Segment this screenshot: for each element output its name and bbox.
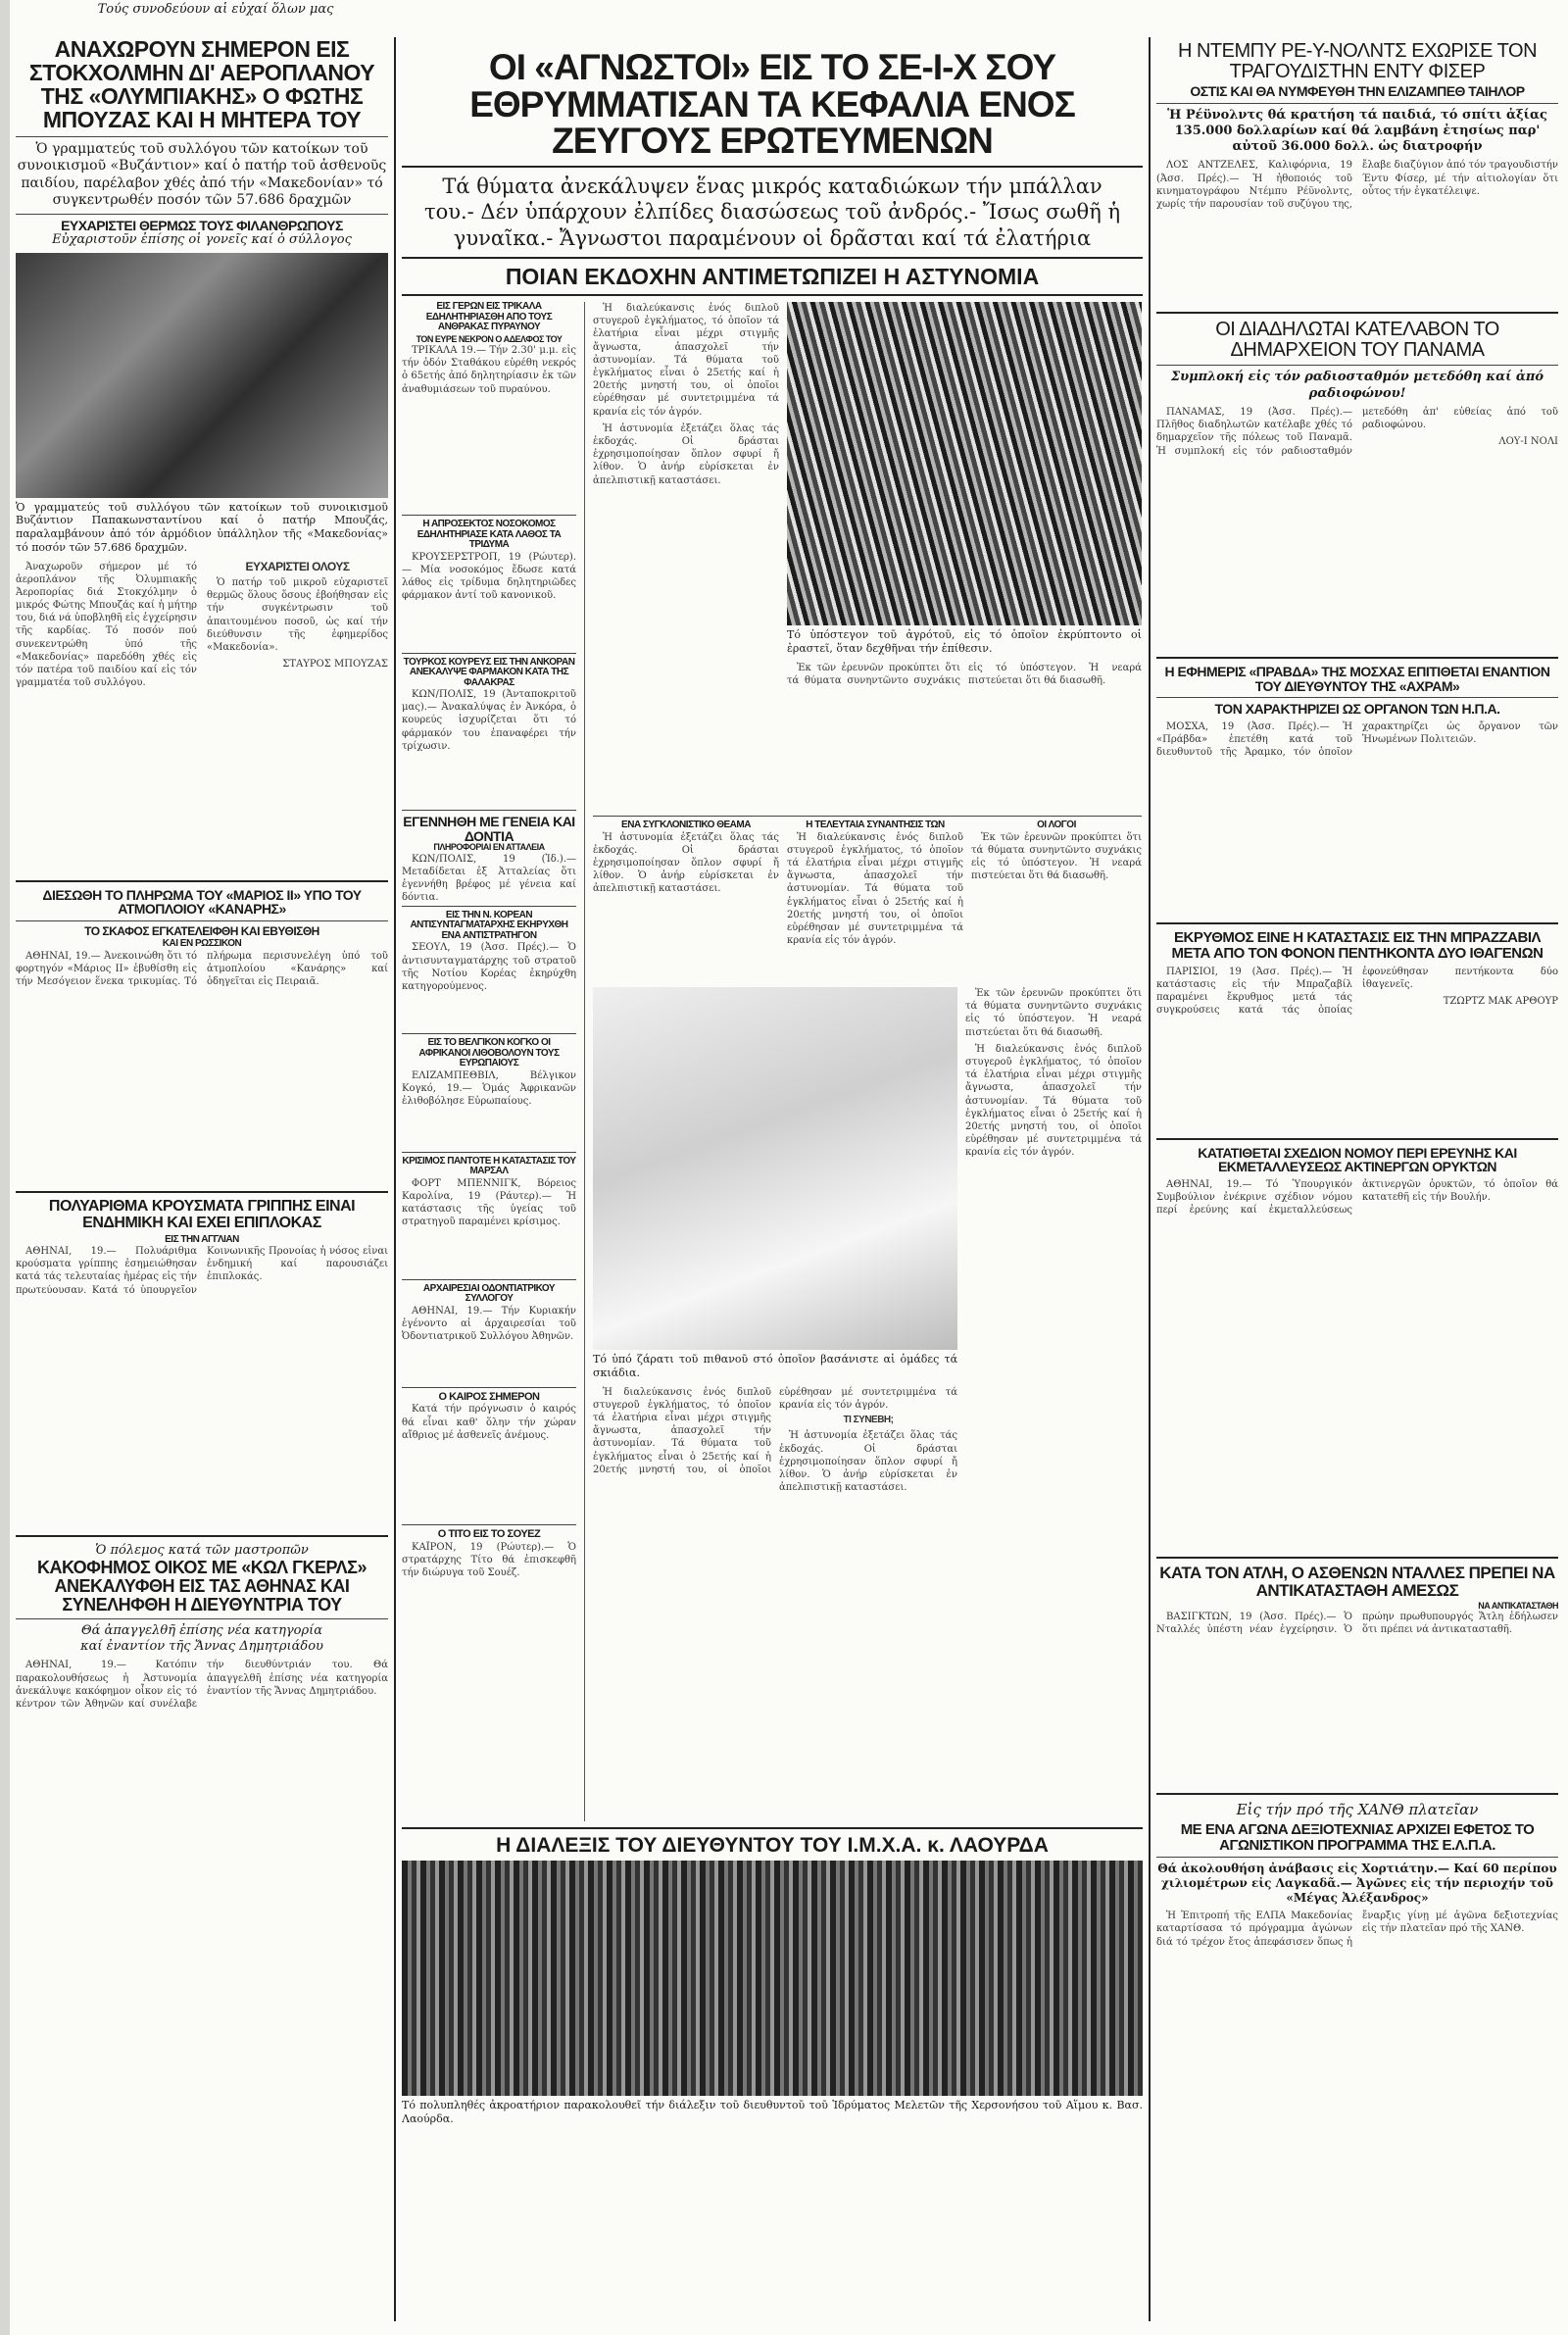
center-subcol-a <box>402 302 576 1821</box>
nurse-headline: Η ΑΠΡΟΣΕΚΤΟΣ ΝΟΣΟΚΟΜΟΣ ΕΔΗΛΗΤΗΡΙΑΣΕ ΚΑΤΑ ΛΑΘΟΣ ΤΑ ΤΡΙΔΥΜΑ <box>416 519 562 551</box>
scene-block <box>593 820 779 987</box>
main-body-text: Ἡ διαλεύκανσις ἑνός διπλοῦ στυγεροῦ ἐγκλήματος, τό ὁποῖον τά ἐλατήρια εἶναι μέχρι στιγμῆς ἄγνωστα, ἀπασχολεῖ τήν ἀστυνομίαν. Τά θύματα τοῦ ἐγκλήματος εἶναι ὁ 25ετής καί ἡ 20ετής μνηστή του, οἱ ὁποῖοι εὑρέθησαν μέ συντετριμμένα τά κρανία εἰς τόν ἀγρόν. <box>593 303 779 418</box>
center-mid <box>593 820 1142 987</box>
meeting-block <box>787 820 963 987</box>
born-sub: ΠΛΗΡΟΦΟΡΙΑΙ ΕΝ ΑΤΤΑΛΕΙΑ <box>433 842 545 853</box>
face-photo-block <box>593 987 957 1811</box>
scene-text: Ἡ ἀστυνομία ἐξετάζει ὅλας τάς ἐκδοχάς. Οἱ δράσται ἐχρησιμοποίησαν ὅπλον σφυρί ἤ λίθον. Ὁ ἀνήρ εὑρίσκεται ἐν ἀπελπιστικῇ καταστάσει. <box>593 831 779 895</box>
meeting-body <box>787 831 963 978</box>
weather-text: Κατά τήν πρόγνωσιν ὁ καιρός θά εἶναι καθ' ὅλην τήν χώραν αἴθριος μέ ἀσθενεῖς ἀνέμους. <box>402 1404 576 1441</box>
column-rule <box>584 302 585 1821</box>
xanth-dek: Εἰς τήν πρό τῆς ΧΑΝΘ πλατεῖαν <box>1236 1801 1479 1818</box>
brazzaville-headline: ΕΚΡΥΘΜΟΣ ΕΙΝΕ Η ΚΑΤΑΣΤΑΣΙΣ ΕΙΣ ΤΗΝ ΜΠΡΑΖΖΑΒΙΛ ΜΕΤΑ ΑΠΟ ΤΟΝ ΦΟΝΟΝ ΠΕΝΤΗΚΟΝΤΑ ΔΥΟ ΙΘΑΓΕΝΩΝ <box>1171 929 1544 962</box>
center-grid <box>402 302 1143 1821</box>
marda-text: ΦΟΡΤ ΜΠΕΝΝΙΓΚ, Βόρειος Καρολίνα, 19 (Ράυτερ).— Ἡ κατάστασις τῆς ὑγείας τοῦ στρατηγοῦ παραμένει κρίσιμος. <box>402 1177 576 1228</box>
born-headline: ΕΓΕΝΝΗΘΗ ΜΕ ΓΕΝΕΙΑ ΚΑΙ ΔΟΝΤΙΑ <box>403 814 575 844</box>
minerals-headline: ΚΑΤΑΤΙΘΕΤΑΙ ΣΧΕΔΙΟΝ ΝΟΜΟΥ ΠΕΡΙ ΕΡΕΥΝΗΣ ΚΑΙ ΕΚΜΕΤΑΛΛΕΥΣΕΩΣ ΑΚΤΙΝΕΡΓΩΝ ΟΡΥΚΤΩΝ <box>1198 1144 1517 1175</box>
flu-headline: ΠΟΛΥΑΡΙΘΜΑ ΚΡΟΥΣΜΑΤΑ ΓΡΙΠΠΗΣ ΕΙΝΑΙ ΕΝΔΗΜΙΚΗ ΚΑΙ ΕΧΕΙ ΕΠΙΠΛΟΚΑΣ <box>48 1197 356 1231</box>
turk-text: ΚΩΝ/ΠΟΛΙΣ, 19 (Ἀνταποκριτοῦ μας).— Ἀνακαλύψας ἐν Ἀνκόρα, ὁ κουρεύς ἰσχυρίζεται ὅτι τό φάρμακόν του ἐπαναφέρει τήν τρίχωσιν. <box>402 689 576 752</box>
brothel-dek-1: Θά ἀπαγγελθῆ ἐπίσης νέα κατηγορία <box>80 1622 323 1638</box>
victim-photo <box>593 987 957 1350</box>
main-body-text-2: Ἡ ἀστυνομία ἐξετάζει ὅλας τάς ἐκδοχάς. Οἱ δράσται ἐχρησιμοποίησαν ὅπλον σφυρί ἤ λίθον. Ὁ ἀνήρ εὑρίσκεται ἐν ἀπελπιστικῇ καταστάσει. <box>593 422 779 486</box>
nurse-text: ΚΡΟΥΣΕΡΣΤΡΟΠ, 19 (Ρώυτερ).— Μία νοσοκόμος ἔδωσε κατά λάθος εἰς τρίδυμα δηλητηριῶδες φάρμακον ἀντί τοῦ κανονικοῦ. <box>402 551 576 602</box>
russian-sub: ΚΑΙ ΕΝ ΡΩΣΣΙΚΟΝ <box>162 938 242 950</box>
attlee-body-text: ΒΑΣΙΓΚΤΩΝ, 19 (Ἀσσ. Πρές).— Ὁ Νταλλές ὑπέστη νέαν ἐγχείρησιν. Ὁ πρώην πρωθυπουργός Ἄτλη ἐδήλωσεν ὅτι πρέπει νά ἀντικατασταθῆ. <box>1156 1612 1558 1636</box>
tito-headline: Ο ΤΙΤΟ ΕΙΣ ΤΟ ΣΟΥΕΖ <box>437 1528 541 1541</box>
panama-body-text: ΠΑΝΑΜΑΣ, 19 (Ἀσσ. Πρές).— Πλῆθος διαδηλωτῶν κατέλαβε χθές τό δημαρχεῖον τῆς πόλεως τοῦ Παναμᾶ. Ἡ συμπλοκή εἰς τόν ραδιοσταθμόν μετεδόθη ἀπ' εὐθείας ἀπό τοῦ ραδιοφώνου. <box>1156 406 1558 457</box>
left-signature: ΣΤΑΥΡΟΣ ΜΠΟΥΖΑΣ <box>282 659 388 671</box>
lower-right-text-2: Ἡ διαλεύκανσις ἑνός διπλοῦ στυγεροῦ ἐγκλήματος, τό ὁποῖον τά ἐλατήρια εἶναι μέχρι στιγμῆς ἄγνωστα, ἀπασχολεῖ τήν ἀστυνομίαν. Τά θύματα τοῦ ἐγκλήματος εἶναι ὁ 25ετής καί ἡ 20ετής μνηστή του, οἱ ὁποῖοι εὑρέθησαν μέ συντετριμμένα τά κρανία εἰς τόν ἀγρόν. <box>965 1043 1142 1159</box>
pravda-body-text: ΜΟΣΧΑ, 19 (Ἀσσ. Πρές).— Ἡ «Πράβδα» ἐπετέθη κατά τοῦ διευθυντοῦ τῆς Ἀραμκο, τόν ὁποῖον χαρακτηρίζει ὡς ὄργανον τῶν Ἡνωμένων Πολιτειῶν. <box>1156 721 1558 759</box>
arrest-headline: ΤΙ ΣΥΝΕΒΗ; <box>843 1414 894 1425</box>
brothel-dek-2: καί ἐναντίον τῆς Ἄννας Δημητριάδου <box>80 1639 323 1655</box>
left-body-text: Ἀναχωροῦν σήμερον μέ τό ἀεροπλάνον τῆς Ὀλυμπιακῆς Ἀεροπορίας διά Στοκχόλμην ὁ μικρός Φώτης Μπουζάς καί ἡ μήτηρ του, διά νά ὑποβληθῆ εἰς ἐγχείρησιν τῆς καρδίας. Τό ποσόν πού συνεκεντρώθη ὑπό τῆς «Μακεδονίας» παρεδόθη χθές εἰς τόν πατέρα τοῦ παιδίου καί εἰς τόν γραμματέα τοῦ συλλόγου. <box>16 561 197 689</box>
center-upper <box>593 302 1142 812</box>
center-dek: Τά θύματα ἀνεκάλυψεν ἕνας μικρός καταδιώκων τήν μπάλλαν του.- Δέν ὑπάρχουν ἐλπίδες διασώσεως τοῦ ἀνδρός.- Ἴσως σωθῆ ἡ γυναῖκα.- Ἄγνωστοι παραμένουν οἱ δρᾶσται καί τά ἐλατήρια <box>423 174 1121 250</box>
left-headline: ΑΝΑΧΩΡΟΥΝ ΣΗΜΕΡΟΝ ΕΙΣ ΣΤΟΚΧΟΛΜΗΝ ΔΙ' ΑΕΡΟΠΛΑΝΟΥ ΤΗΣ «ΟΛΥΜΠΙΑΚΗΣ» Ο ΦΩΤΗΣ ΜΠΟΥΖΑΣ ΚΑΙ Η ΜΗΤΕΡΑ ΤΟΥ <box>28 37 375 133</box>
motives-text: Ἐκ τῶν ἐρευνῶν προκύπτει ὅτι τά θύματα συνηντῶντο συχνάκις εἰς τό ὑπόστεγον. Ἡ νεαρά πιστεύεται ὅτι θά διασωθῆ. <box>971 831 1142 882</box>
flu-body-text: ΑΘΗΝΑΙ, 19.— Πολυάριθμα κρούσματα γρίππης ἐσημειώθησαν κατά τάς τελευταίας ἡμέρας εἰς τήν πρωτεύουσαν. Κατά τό ὑπουργεῖον Κοινωνικῆς Προνοίας ἡ νόσος εἶναι ἐνδημική καί παρουσιάζει ἐπιπλοκάς. <box>16 1246 388 1296</box>
dentists-body <box>402 1305 576 1383</box>
brothel-body <box>16 1659 388 1874</box>
center-subcols-bcd <box>593 302 1142 1821</box>
marda-headline: ΚΡΙΣΙΜΟΣ ΠΑΝΤΟΤΕ Η ΚΑΤΑΣΤΑΣΙΣ ΤΟΥ ΜΑΡΣΑΛ <box>402 1155 576 1177</box>
marios-sub: ΤΟ ΣΚΑΦΟΣ ΕΓΚΑΤΕΛΕΙΦΘΗ ΚΑΙ ΕΒΥΘΙΣΘΗ <box>84 923 319 938</box>
attlee-headline: ΚΑΤΑ ΤΟΝ ΑΤΛΗ, Ο ΑΣΘΕΝΩΝ ΝΤΑΛΛΕΣ ΠΡΕΠΕΙ ΝΑ ΑΝΤΙΚΑΤΑΣΤΑΘΗ ΑΜΕΣΩΣ <box>1159 1563 1555 1600</box>
meeting-headline: Η ΤΕΛΕΥΤΑΙΑ ΣΥΝΑΝΤΗΣΙΣ ΤΩΝ <box>806 820 945 831</box>
left-sub-dek: Εὐχαριστοῦν ἐπίσης οἱ γονεῖς καί ὁ σύλλογος <box>52 232 352 248</box>
donation-photo-caption: Ὁ γραμματεύς τοῦ συλλόγου τῶν κατοίκων τοῦ συνοικισμοῦ Βυζάντιον Παπακωνσταντίνου καί ὁ πατήρ Μπουζάς, παραλαμβάνουν ἀπό τόν ἀρμόδιον ὑπάλληλον τῆς «Μακεδονίας» τό ποσόν τῶν 57.686 δραχμῶν. <box>16 500 388 554</box>
born-body <box>402 853 576 902</box>
donation-photo <box>16 253 388 498</box>
main-body <box>593 302 779 812</box>
motives-block <box>971 820 1142 987</box>
attlee-sub: ΝΑ ΑΝΤΙΚΑΤΑΣΤΑΘΗ <box>1478 1600 1558 1611</box>
motives-headline: ΟΙ ΛΟΓΟΙ <box>1037 820 1076 831</box>
lower-body <box>593 1386 957 1808</box>
elpa-dek: Θά ἀκολουθήση ἀνάβασις εἰς Χορτιάτην.— Καί 60 περίπου χιλιομέτρων εἰς Λαγκαδᾶ.— Ἀγῶνες εἰς τήν περιοχήν τοῦ «Μέγας Ἀλέξανδρος» <box>1157 1862 1557 1906</box>
lecture-photo-caption: Τό πολυπληθές ἀκροατήριον παρακολουθεῖ τήν διάλεξιν τοῦ διευθυντοῦ τοῦ Ἱδρύματος Μελετῶν τῆς Χερσονήσου τοῦ Αἵμου κ. Βασ. Λαούρδα. <box>402 2099 1143 2125</box>
orchard-photo-caption: Τό ὑπόστεγον τοῦ ἀγρότοῦ, εἰς τό ὁποῖον ἐκρύπτοντο οἱ ἐραστεῖ, ὅταν δεχθῆναι τήν ἐπίθεσιν. <box>787 628 1142 655</box>
scene-headline: ΕΝΑ ΣΥΓΚΛΟΝΙΣΤΙΚΟ ΘΕΑΜΑ <box>621 820 751 831</box>
panama-dek: Συμπλοκή εἰς τόν ραδιοσταθμόν μετεδόθη καί ἀπό ραδιοφώνου! <box>1170 370 1544 401</box>
trikala-text: ΤΡΙΚΑΛΑ 19.— Τήν 2.30' μ.μ. εἰς τήν ὁδόν Σταθάκου εὑρέθη νεκρός ὁ 65ετής ἀπό δηλητηρίασιν ἐκ τῶν ἀναθυμιάσεων τοῦ πυραύνου. <box>402 345 576 395</box>
nurse-body <box>402 551 576 649</box>
right-column <box>1156 41 1558 2325</box>
lower-right-text: Ἐκ τῶν ἐρευνῶν προκύπτει ὅτι τά θύματα συνηντῶντο συχνάκις εἰς τό ὑπόστεγον. Ἡ νεαρά πιστεύεται ὅτι θά διασωθῆ. <box>965 988 1142 1038</box>
congo-body <box>402 1069 576 1148</box>
police-headline: ΠΟΙΑΝ ΕΚΔΟΧΗΝ ΑΝΤΙΜΕΤΩΠΙΖΕΙ Η ΑΣΤΥΝΟΜΙΑ <box>505 263 1040 289</box>
korea-text: ΣΕΟΥΛ, 19 (Ἀσσ. Πρές).— Ὁ ἀντισυνταγματάρχης τοῦ στρατοῦ τῆς Νοτίου Κορέας ἐκηρύχθη κατηγορούμενος. <box>402 942 576 992</box>
reynolds-headline: Η ΝΤΕΜΠΥ ΡΕ-Υ-ΝΟΛΝΤΣ ΕΧΩΡΙΣΕ ΤΟΝ ΤΡΑΓΟΥΔΙΣΤΗΝ ΕΝΤΥ ΦΙΣΕΡ <box>1177 41 1538 82</box>
column-rule <box>1149 37 1151 2321</box>
center-lower <box>593 987 1142 1811</box>
congo-text: ΕΛΙΖΑΜΠΕΘΒΙΛ, Βέλγικον Κογκό, 19.— Ὁμάς Ἀφρικανῶν ἐλιθοβόλησε Εὐρωπαίους. <box>402 1069 576 1108</box>
orchard-body-text: Ἐκ τῶν ἐρευνῶν προκύπτει ὅτι τά θύματα συνηντῶντο συχνάκις εἰς τό ὑπόστεγον. Ἡ νεαρά πιστεύεται ὅτι θά διασωθῆ. <box>787 662 1142 686</box>
left-sub2: ΕΥΧΑΡΙΣΤΕΙ ΟΛΟΥΣ <box>245 560 350 573</box>
reynolds-dek: Ἡ Ρέϋνολντς θά κρατήση τά παιδιά, τό σπίτι ἀξίας 135.000 δολλαρίων καί θά λαμβάνη ἐτησίως παρ' αὐτοῦ 36.000 δολλ. ὡς διατροφήν <box>1167 107 1547 155</box>
flu-body <box>16 1245 388 1529</box>
elpa-headline: ΜΕ ΕΝΑ ΑΓΩΝΑ ΔΕΞΙΟΤΕΧΝΙΑΣ ΑΡΧΙΖΕΙ ΕΦΕΤΟΣ ΤΟ ΑΓΩΝΙΣΤΙΚΟΝ ΠΡΟΓΡΑΜΜΑ ΤΗΣ Ε.Λ.Π.Α. <box>1180 1820 1535 1854</box>
england-sub: ΕΙΣ ΤΗΝ ΑΓΓΛΙΑΝ <box>165 1233 239 1245</box>
panama-headline: ΟΙ ΔΙΑΔΗΛΩΤΑΙ ΚΑΤΕΛΑΒΟΝ ΤΟ ΔΗΜΑΡΧΕΙΟΝ ΤΟΥ ΠΑΝΑΜΑ <box>1215 319 1499 362</box>
weather-body <box>402 1403 576 1520</box>
left-column <box>16 37 388 2321</box>
brothel-body-text: ΑΘΗΝΑΙ, 19.— Κατόπιν παρακολουθήσεως ἡ Ἀστυνομία ἀνεκάλυψε κακόφημον οἶκον εἰς τό κέντρον τῶν Ἀθηνῶν καί συνέλαβε τήν διευθύντριάν του. Θά ἀπαγγελθῆ ἐπίσης νέα κατηγορία ἐναντίον τῆς Ἄννας Δημητριάδου. <box>16 1660 388 1711</box>
minerals-body <box>1156 1178 1558 1551</box>
left-dek: Ὁ γραμματεύς τοῦ συλλόγου τῶν κατοίκων τοῦ συνοικισμοῦ «Βυζάντιον» καί ὁ πατήρ τοῦ ἀσθενοῦς παιδίου, παρέλαβον χθές ἀπό τήν «Μακεδονίαν» τό συγκεντρωθέν ποσόν τῶν 57.686 δραχμῶν <box>17 140 387 209</box>
orchard-body <box>787 662 1142 789</box>
marda-body <box>402 1177 576 1275</box>
korea-body <box>402 941 576 1029</box>
tito-body <box>402 1541 576 1629</box>
reynolds-body <box>1156 159 1558 306</box>
war-dek: Ὁ πόλεμος κατά τῶν μαστροπῶν <box>95 1543 309 1559</box>
turk-body <box>402 688 576 806</box>
column-rule <box>394 37 396 2321</box>
trikala-headline: ΕΙΣ ΓΕΡΩΝ ΕΙΣ ΤΡΙΚΑΛΑ ΕΔΗΛΗΤΗΡΙΑΣΘΗ ΑΠΟ ΤΟΥΣ ΑΝΘΡΑΚΑΣ ΠΥΡΑΥΝΟΥ <box>425 302 553 333</box>
dentists-headline: ΑΡΧΑΙΡΕΣΙΑΙ ΟΔΟΝΤΙΑΤΡΙΚΟΥ ΣΥΛΛΟΓΟΥ <box>422 1282 556 1305</box>
left-body <box>16 561 388 874</box>
minerals-body-text: ΑΘΗΝΑΙ, 19.— Τό Ὑπουργικόν Συμβούλιον ἐνέκρινε σχέδιον νόμου περί ἐρεύνης καί ἐκμεταλλεύσεως ἀκτινεργῶν ὀρυκτῶν, τό ὁποῖον θά κατατεθῆ εἰς τήν Βουλήν. <box>1156 1178 1558 1217</box>
left-body-text-2: Ὁ πατήρ τοῦ μικροῦ εὐχαριστεῖ θερμῶς ὅλους ὅσους ἐβοήθησαν εἰς τήν συγκέντρωσιν τοῦ ἀπαιτουμένου ποσοῦ, ὡς καί τήν διεύθυνσιν τῆς ἐφημερίδος «Μακεδονία». <box>207 577 388 654</box>
tito-text: ΚΑΪΡΟΝ, 19 (Ρώυτερ).— Ὁ στρατάρχης Τίτο θά ἐπισκεφθῆ τήν διώρυγα τοῦ Σουέζ. <box>402 1541 576 1579</box>
reynolds-sub: ΟΣΤΙΣ ΚΑΙ ΘΑ ΝΥΜΦΕΥΘΗ ΤΗΝ ΕΛΙΖΑΜΠΕΘ ΤΑΙΗΛΟΡ <box>1190 83 1525 99</box>
center-column <box>402 49 1143 2333</box>
panama-body <box>1156 406 1558 651</box>
attlee-body <box>1156 1611 1558 1787</box>
top-caption: Τούς συνοδεύουν αἱ εὐχαί ὅλων μας <box>97 2 334 17</box>
marios-body <box>16 950 388 1185</box>
born-text: ΚΩΝ/ΠΟΛΙΣ, 19 (Ἰδ.).— Μεταδίδεται ἐξ Ἀτταλείας ὅτι ἐγεννήθη βρέφος μέ γένεια καί δόντια. <box>402 853 576 902</box>
left-sub: ΕΥΧΑΡΙΣΤΕΙ ΘΕΡΜΩΣ ΤΟΥΣ ΦΙΛΑΝΘΡΩΠΟΥΣ <box>61 217 343 233</box>
dentists-text: ΑΘΗΝΑΙ, 19.— Τήν Κυριακήν ἐγένοντο αἱ ἀρχαιρεσίαι τοῦ Ὀδοντιατρικοῦ Συλλόγου Ἀθηνῶν. <box>402 1305 576 1343</box>
trikala-body <box>402 344 576 511</box>
lecture-headline: Η ΔΙΑΛΕΞΙΣ ΤΟΥ ΔΙΕΥΘΥΝΤΟΥ ΤΟΥ Ι.Μ.Χ.Α. κ. ΛΑΟΥΡΔΑ <box>496 1834 1049 1858</box>
turk-headline: ΤΟΥΡΚΟΣ ΚΟΥΡΕΥΣ ΕΙΣ ΤΗΝ ΑΝΚΟΡΑΝ ΑΝΕΚΑΛΥΨΕ ΦΑΡΜΑΚΟΝ ΚΑΤΑ ΤΗΣ ΦΑΛΑΚΡΑΣ <box>403 656 575 688</box>
korea-headline: ΕΙΣ ΤΗΝ Ν. ΚΟΡΕΑΝ ΑΝΤΙΣΥΝΤΑΓΜΑΤΑΡΧΗΣ ΕΚΗΡΥΧΘΗ ΕΝΑ ΑΝΤΙΣΤΡΑΤΗΓΟΝ <box>410 909 568 941</box>
marios-headline: ΔΙΕΣΩΘΗ ΤΟ ΠΛΗΡΩΜΑ ΤΟΥ «ΜΑΡΙΟΣ ΙΙ» ΥΠΟ ΤΟΥ ΑΤΜΟΠΛΟΙΟΥ «ΚΑΝΑΡΗΣ» <box>42 886 362 918</box>
victim-photo-caption: Τό ὑπό ζάρατι τοῦ πιθανοῦ στό ὁποῖον βασάνιστε αἱ ὀμάδες τά σκιάδια. <box>593 1353 957 1379</box>
pravda-headline: Η ΕΦΗΜΕΡΙΣ «ΠΡΑΒΔΑ» ΤΗΣ ΜΟΣΧΑΣ ΕΠΙΤΙΘΕΤΑΙ ΕΝΑΝΤΙΟΝ ΤΟΥ ΔΙΕΥΘΥΝΤΟΥ ΤΗΣ «ΑΧΡΑΜ» <box>1164 663 1550 694</box>
lecture-photo <box>402 1861 1143 2096</box>
reynolds-body-text: ΛΟΣ ΑΝΤΖΕΛΕΣ, Καλιφόρνια, 19 (Ἀσσ. Πρές).— Ἡ ἠθοποιός τοῦ κινηματογράφου Ντέμπυ Ρέϋνολντς, χωρίς τήν παρουσίαν τοῦ συζύγου της, ἔλαβε διαζύγιον ἀπό τόν τραγουδιστήν Έντυ Φίσερ, μέ τήν αἰτιολογίαν ὅτι οὗτος τήν ἐγκατέλειψε. <box>1156 160 1558 210</box>
tree-photo-block <box>787 302 1142 812</box>
meeting-text: Ἡ διαλεύκανσις ἑνός διπλοῦ στυγεροῦ ἐγκλήματος, τό ὁποῖον τά ἐλατήρια εἶναι μέχρι στιγμῆς ἄγνωστα, ἀπασχολεῖ τήν ἀστυνομίαν. Τά θύματα τοῦ ἐγκλήματος εἶναι ὁ 25ετής καί ἡ 20ετής μνηστή του, οἱ ὁποῖοι εὑρέθησαν μέ συντετριμμένα τά κρανία εἰς τόν ἀγρόν. <box>787 831 963 947</box>
elpa-body <box>1156 1910 1558 2174</box>
congo-headline: ΕΙΣ ΤΟ ΒΕΛΓΙΚΟΝ ΚΟΓΚΟ ΟΙ ΑΦΡΙΚΑΝΟΙ ΛΙΘΟΒΟΛΟΥΝ ΤΟΥΣ ΕΥΡΩΠΑΙΟΥΣ <box>418 1037 560 1069</box>
center-headline: ΟΙ «ΑΓΝΩΣΤΟΙ» ΕΙΣ ΤΟ ΣΕ-Ι-Χ ΣΟΥ ΕΘΡΥΜΜΑΤΙΣΑΝ ΤΑ ΚΕΦΑΛΙΑ ΕΝΟΣ ΖΕΥΓΟΥΣ ΕΡΩΤΕΥΜΕΝΩΝ <box>469 49 1075 162</box>
pravda-body <box>1156 720 1558 917</box>
brothel-headline: ΚΑΚΟΦΗΜΟΣ ΟΙΚΟΣ ΜΕ «ΚΩΛ ΓΚΕΡΛΣ» ΑΝΕΚΑΛΥΦΘΗ ΕΙΣ ΤΑΣ ΑΘΗΝΑΣ ΚΑΙ ΣΥΝΕΛΗΦΘΗ Η ΔΙΕΥΘΥΝΤΡΙΑ ΤΟΥ <box>37 1558 367 1615</box>
panama-signature: ΛΟΥ-Ι ΝΟΛΙ <box>1498 436 1558 448</box>
trikala-sub: ΤΟΝ ΕΥΡΕ ΝΕΚΡΟΝ Ο ΑΔΕΛΦΟΣ ΤΟΥ <box>416 333 563 344</box>
lower-body-text: Ἡ διαλεύκανσις ἑνός διπλοῦ στυγεροῦ ἐγκλήματος, τό ὁποῖον τά ἐλατήρια εἶναι μέχρι στιγμῆς ἄγνωστα, ἀπασχολεῖ τήν ἀστυνομίαν. Τά θύματα τοῦ ἐγκλήματος εἶναι ὁ 25ετής καί ἡ 20ετής μνηστή του, οἱ ὁποῖοι εὑρέθησαν μέ συντετριμμένα τά κρανία εἰς τόν ἀγρόν. <box>593 1386 957 1475</box>
pravda-sub: ΤΟΝ ΧΑΡΑΚΤΗΡΙΖΕΙ ΩΣ ΟΡΓΑΝΟΝ ΤΩΝ Η.Π.Α. <box>1214 701 1500 718</box>
elpa-body-text: Ἡ Ἐπιτροπή τῆς ΕΛΠΑ Μακεδονίας καταρτίσασα τό πρόγραμμα ἀγώνων διά τό τρέχον ἔτος ἀπεφάσισεν ὅπως ἡ ἔναρξις γίνῃ μέ ἀγῶνα δεξιοτεχνίας εἰς τήν πλατεῖαν πρό τῆς ΧΑΝΘ. <box>1156 1911 1558 1948</box>
orchard-photo <box>787 302 1142 625</box>
lower-body-text-2: Ἡ ἀστυνομία ἐξετάζει ὅλας τάς ἐκδοχάς. Οἱ δράσται ἐχρησιμοποίησαν ὅπλον σφυρί ἤ λίθον. Ὁ ἀνήρ εὑρίσκεται ἐν ἀπελπιστικῇ καταστάσει. <box>779 1430 957 1494</box>
scene-body <box>593 831 779 978</box>
brazzaville-signature: ΤΖΩΡΤΖ ΜΑΚ ΑΡΘΟΥΡ <box>1443 995 1558 1007</box>
page-fold-edge <box>0 0 10 2335</box>
motives-body <box>971 831 1142 978</box>
marios-body-text: ΑΘΗΝΑΙ, 19.— Ἀνεκοινώθη ὅτι τό φορτηγόν «Μάριος ΙΙ» ἐβυθίσθη εἰς τήν Μεσόγειον ἕνεκα τρικυμίας. Τό πλήρωμα περισυνελέγη ὑπό τοῦ ἀτμοπλοίου «Κανάρης» καί ὁδηγεῖται εἰς Πειραιᾶ. <box>16 950 388 988</box>
lower-right-body <box>965 987 1142 1811</box>
brazzaville-body-text: ΠΑΡΙΣΙΟΙ, 19 (Ἀσσ. Πρές).— Ἡ κατάστασις εἰς τήν Μπραζαβίλ παραμένει ἔκρυθμος μετά τάς συγκρούσεις κατά τάς ὁποίας ἐφονεύθησαν πεντήκοντα δύο ἰθαγενεῖς. <box>1156 966 1558 1017</box>
weather-headline: Ο ΚΑΙΡΟΣ ΣΗΜΕΡΟΝ <box>438 1390 540 1403</box>
brazzaville-body <box>1156 966 1558 1132</box>
